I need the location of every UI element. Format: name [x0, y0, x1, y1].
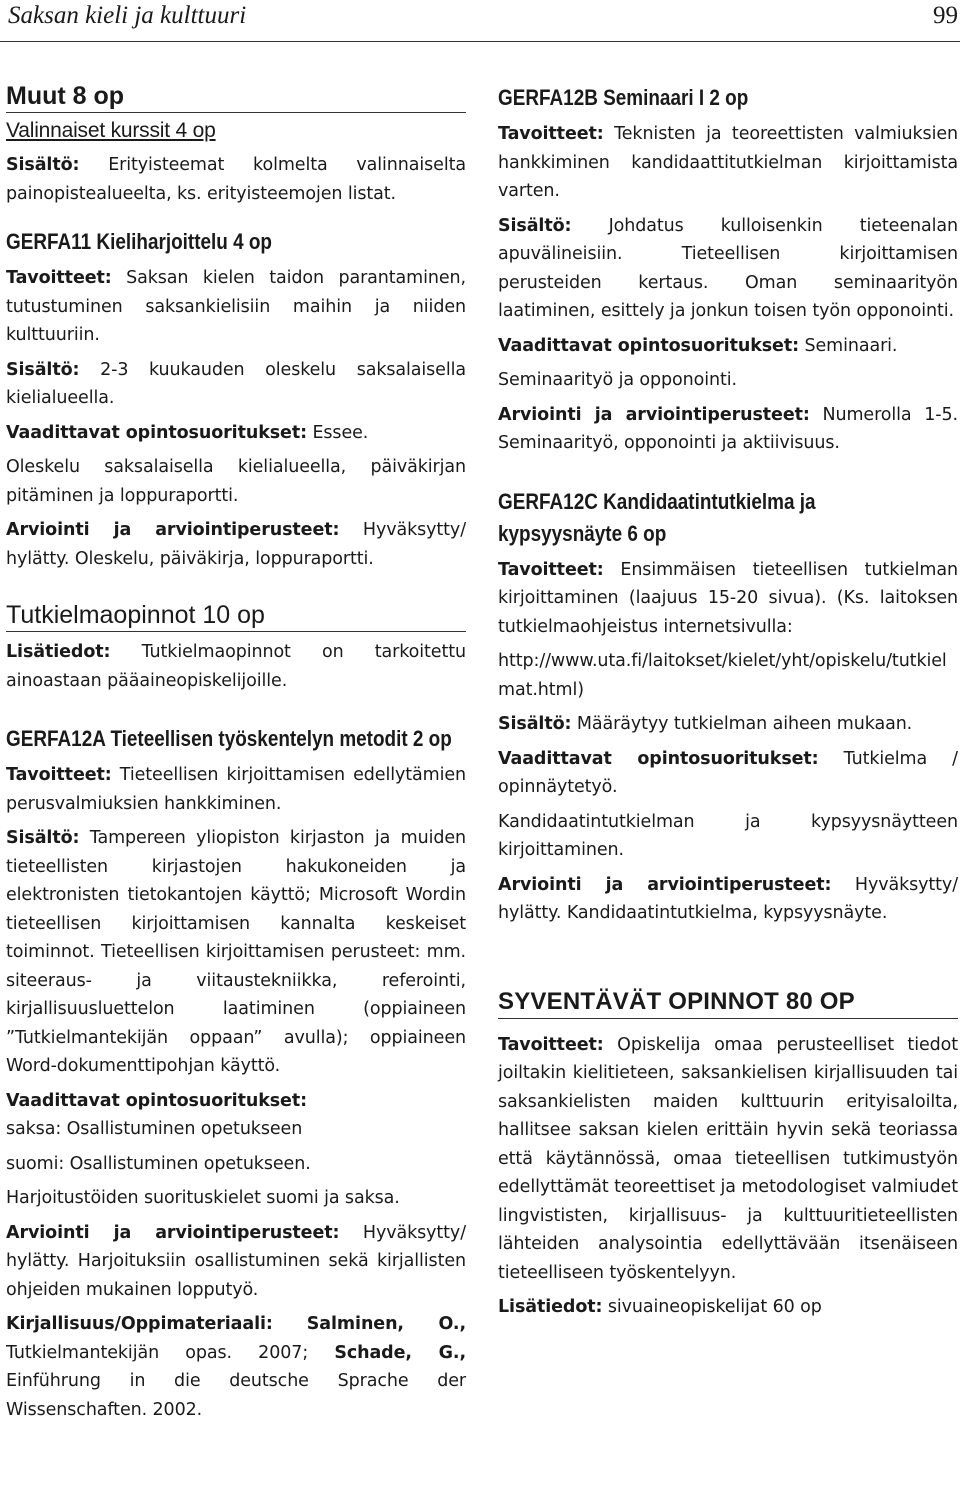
field-label: Arviointi ja arviointiperusteet:: [6, 1222, 340, 1243]
field-label: Sisältö:: [6, 359, 80, 380]
gerfa12c-tavoitteet: [498, 556, 958, 642]
gerfa12a-sisalto: [6, 824, 466, 1081]
field-label: Sisältö:: [6, 155, 80, 175]
field-label: Vaadittavat opintosuoritukset:: [498, 335, 799, 356]
course-title-gerfa12c: GERFA12C Kandidaatintutkielma ja kypsyysnäyte 6 op: [498, 488, 816, 546]
page-number: 99: [933, 2, 958, 29]
field-text: Tutkielmaopinnot on tarkoitettu ainoastaan pääaineopiskelijoille.: [6, 642, 466, 691]
field-label: Lisätiedot:: [498, 1297, 603, 1317]
field-label: Sisältö:: [6, 828, 80, 848]
field-label: Lisätiedot:: [6, 642, 111, 662]
field-label: Arviointi ja arviointiperusteet:: [6, 520, 340, 540]
gerfa12c-sisalto: [498, 710, 958, 739]
field-label: Arviointi ja arviointiperusteet:: [498, 874, 832, 895]
field-text: Teknisten ja teoreettisten valmiuksien hankkiminen kandidaattitutkielman kirjoittamista varten.: [498, 124, 958, 201]
gerfa12c-vaaditut: [498, 745, 958, 802]
gerfa12b-extra: Seminaarityö ja opponointi.: [498, 370, 737, 390]
gerfa11-tavoitteet: [6, 264, 466, 350]
field-text: Essee.: [312, 422, 369, 443]
section-heading-tutkielma: Tutkielmaopinnot 10 op: [6, 601, 466, 632]
work-title: Tutkielmantekijän opas. 2007;: [6, 1342, 309, 1363]
left-column: [6, 82, 466, 1430]
gerfa12a-tavoitteet: [6, 761, 466, 818]
running-head: [0, 0, 960, 42]
course-title-gerfa12a: GERFA12A Tieteellisen työskentelyn metodit 2 op: [6, 726, 452, 751]
field-text: Johdatus kulloisenkin tieteenalan apuvälineisiin. Tieteellisen kirjoittamisen perusteiden kertaus. Oman seminaarityön laatiminen, esittely ja jonkun toisen työn opponointi.: [498, 215, 959, 321]
gerfa12a-vaaditut-saksa: saksa: Osallistuminen opetukseen: [6, 1119, 303, 1139]
field-text: Opiskelija omaa perusteelliset tiedot joiltakin kielitieteen, saksankielisen kirjallisuuden tai saksankielisten maiden kulttuurin erityisaloilta, hallitsee saksan kielen erittäin hyvin sekä teoriassa että käytännössä, omaa tieteellisen tutkimustyön edellyttämät teoreettiset ja metodologiset valmiudet lingvististen, kirjallisuus- ja kulttuuritieteellisten lähteiden analysointia edellyttävään itsenäiseen tieteelliseen työskentelyyn.: [498, 1034, 958, 1283]
tutkielma-lisatiedot: [6, 638, 466, 695]
course-title-gerfa11: GERFA11 Kieliharjoittelu 4 op: [6, 229, 272, 254]
gerfa11-arviointi: [6, 516, 466, 573]
gerfa12c-url: http://www.uta.fi/laitokset/kielet/yht/opiskelu/tutkielmat.html): [498, 651, 947, 700]
gerfa12b-vaaditut: [498, 332, 958, 361]
gerfa12b-sisalto: [498, 212, 958, 326]
gerfa12a-arviointi: [6, 1219, 466, 1305]
field-label: Vaadittavat opintosuoritukset:: [498, 748, 819, 769]
field-label: Arviointi ja arviointiperusteet:: [498, 404, 810, 425]
gerfa11-vaaditut: [6, 419, 466, 448]
field-text: Erityisteemat kolmelta valinnaiselta painopistealueelta, ks. erityisteemojen listat.: [6, 155, 466, 204]
gerfa12b-tavoitteet: [498, 120, 958, 206]
section-heading-muut: Muut 8 op: [6, 82, 466, 113]
field-label: Kirjallisuus/Oppimateriaali:: [6, 1314, 273, 1334]
field-text: Tutkielma / opinnäytetyö.: [498, 748, 958, 797]
field-label: Vaadittavat opintosuoritukset:: [6, 1090, 307, 1111]
right-column: [498, 82, 958, 1328]
field-label: Tavoitteet:: [498, 1034, 604, 1055]
gerfa12a-vaaditut-kielet: Harjoitustöiden suorituskielet suomi ja saksa.: [6, 1188, 400, 1208]
field-label: Sisältö:: [498, 714, 572, 734]
field-text: Hyväksytty/ hylätty. Harjoituksiin osallistuminen sekä kirjallisten ohjeiden mukainen lopputyö.: [6, 1222, 466, 1300]
field-text: Saksan kielen taidon parantaminen, tutustuminen saksankielisiin maihin ja niiden kulttuuriin.: [6, 268, 466, 345]
syventavat-lisatiedot: [498, 1293, 958, 1322]
author-name: Schade, G.,: [334, 1342, 466, 1363]
field-text: Tampereen yliopiston kirjaston ja muiden tieteellisten kirjastojen hakukoneiden ja elektronisten tietokantojen käyttö; Microsoft Wordin tieteellisen kirjoittamisen kannalta keskeiset toiminnot. Tieteellisen kirjoittamisen perusteet: mm. siteeraus- ja viitaustekniikka, referointi, kirjallisuusluettelon laatiminen (oppiaineen ”Tutkielmantekijän oppaan” avulla); oppiaineen Word-dokumenttipohjan käyttö.: [6, 828, 466, 1076]
gerfa12c-extra: Kandidaatintutkielman ja kypsyysnäytteen kirjoittaminen.: [498, 811, 958, 860]
gerfa12a-kirjallisuus: [6, 1310, 466, 1424]
muut-sisalto: [6, 151, 466, 208]
field-label: Sisältö:: [498, 215, 572, 236]
field-label: Vaadittavat opintosuoritukset:: [6, 422, 307, 443]
field-text: Ensimmäisen tieteellisen tutkielman kirjoittaminen (laajuus 15-20 sivua). (Ks. laitoksen tutkielmaohjeistus internetsivulla:: [498, 559, 958, 637]
field-text: Tieteellisen kirjoittamisen edellytämien perusvalmiuksien hankkiminen.: [6, 765, 466, 814]
field-text: 2-3 kuukauden oleskelu saksalaisella kielialueella.: [6, 359, 466, 408]
gerfa11-sisalto: [6, 356, 466, 413]
field-label: Tavoitteet:: [6, 765, 112, 785]
gerfa12c-arviointi: [498, 871, 958, 928]
author-name: Salminen, O.,: [306, 1314, 466, 1334]
course-title-gerfa12b: GERFA12B Seminaari I 2 op: [498, 85, 749, 110]
field-text: Hyväksytty/ hylätty. Kandidaatintutkielma, kypsyysnäyte.: [498, 874, 958, 923]
gerfa12a-vaaditut-suomi: suomi: Osallistuminen opetukseen.: [6, 1153, 311, 1174]
header-rule: [0, 41, 960, 42]
syventavat-tavoitteet: [498, 1031, 958, 1288]
field-text: Määräytyy tutkielman aiheen mukaan.: [576, 714, 913, 734]
field-label: Tavoitteet:: [498, 559, 604, 580]
field-text: Numerolla 1-5. Seminaarityö, opponointi ja aktiivisuus.: [498, 404, 958, 453]
gerfa12a-vaaditut-label: [6, 1087, 466, 1116]
field-label: Tavoitteet:: [498, 124, 604, 144]
gerfa11-extra: Oleskelu saksalaisella kielialueella, päiväkirjan pitäminen ja loppuraportti.: [6, 457, 466, 506]
field-text: Seminaari.: [804, 335, 898, 356]
running-head-title: Saksan kieli ja kulttuuri: [8, 2, 247, 29]
subheading-valinnaiset: Valinnaiset kurssit 4 op: [6, 119, 216, 142]
work-title: Einführung in die deutsche Sprache der Wissenschaften. 2002.: [6, 1371, 466, 1420]
field-label: Tavoitteet:: [6, 268, 112, 288]
section-heading-syventavat: SYVENTÄVÄT OPINNOT 80 OP: [498, 988, 958, 1019]
field-text: Hyväksytty/ hylätty. Oleskelu, päiväkirja, loppuraportti.: [6, 520, 466, 569]
field-text: sivuaineopiskelijat 60 op: [607, 1297, 822, 1317]
gerfa12b-arviointi: [498, 401, 958, 458]
